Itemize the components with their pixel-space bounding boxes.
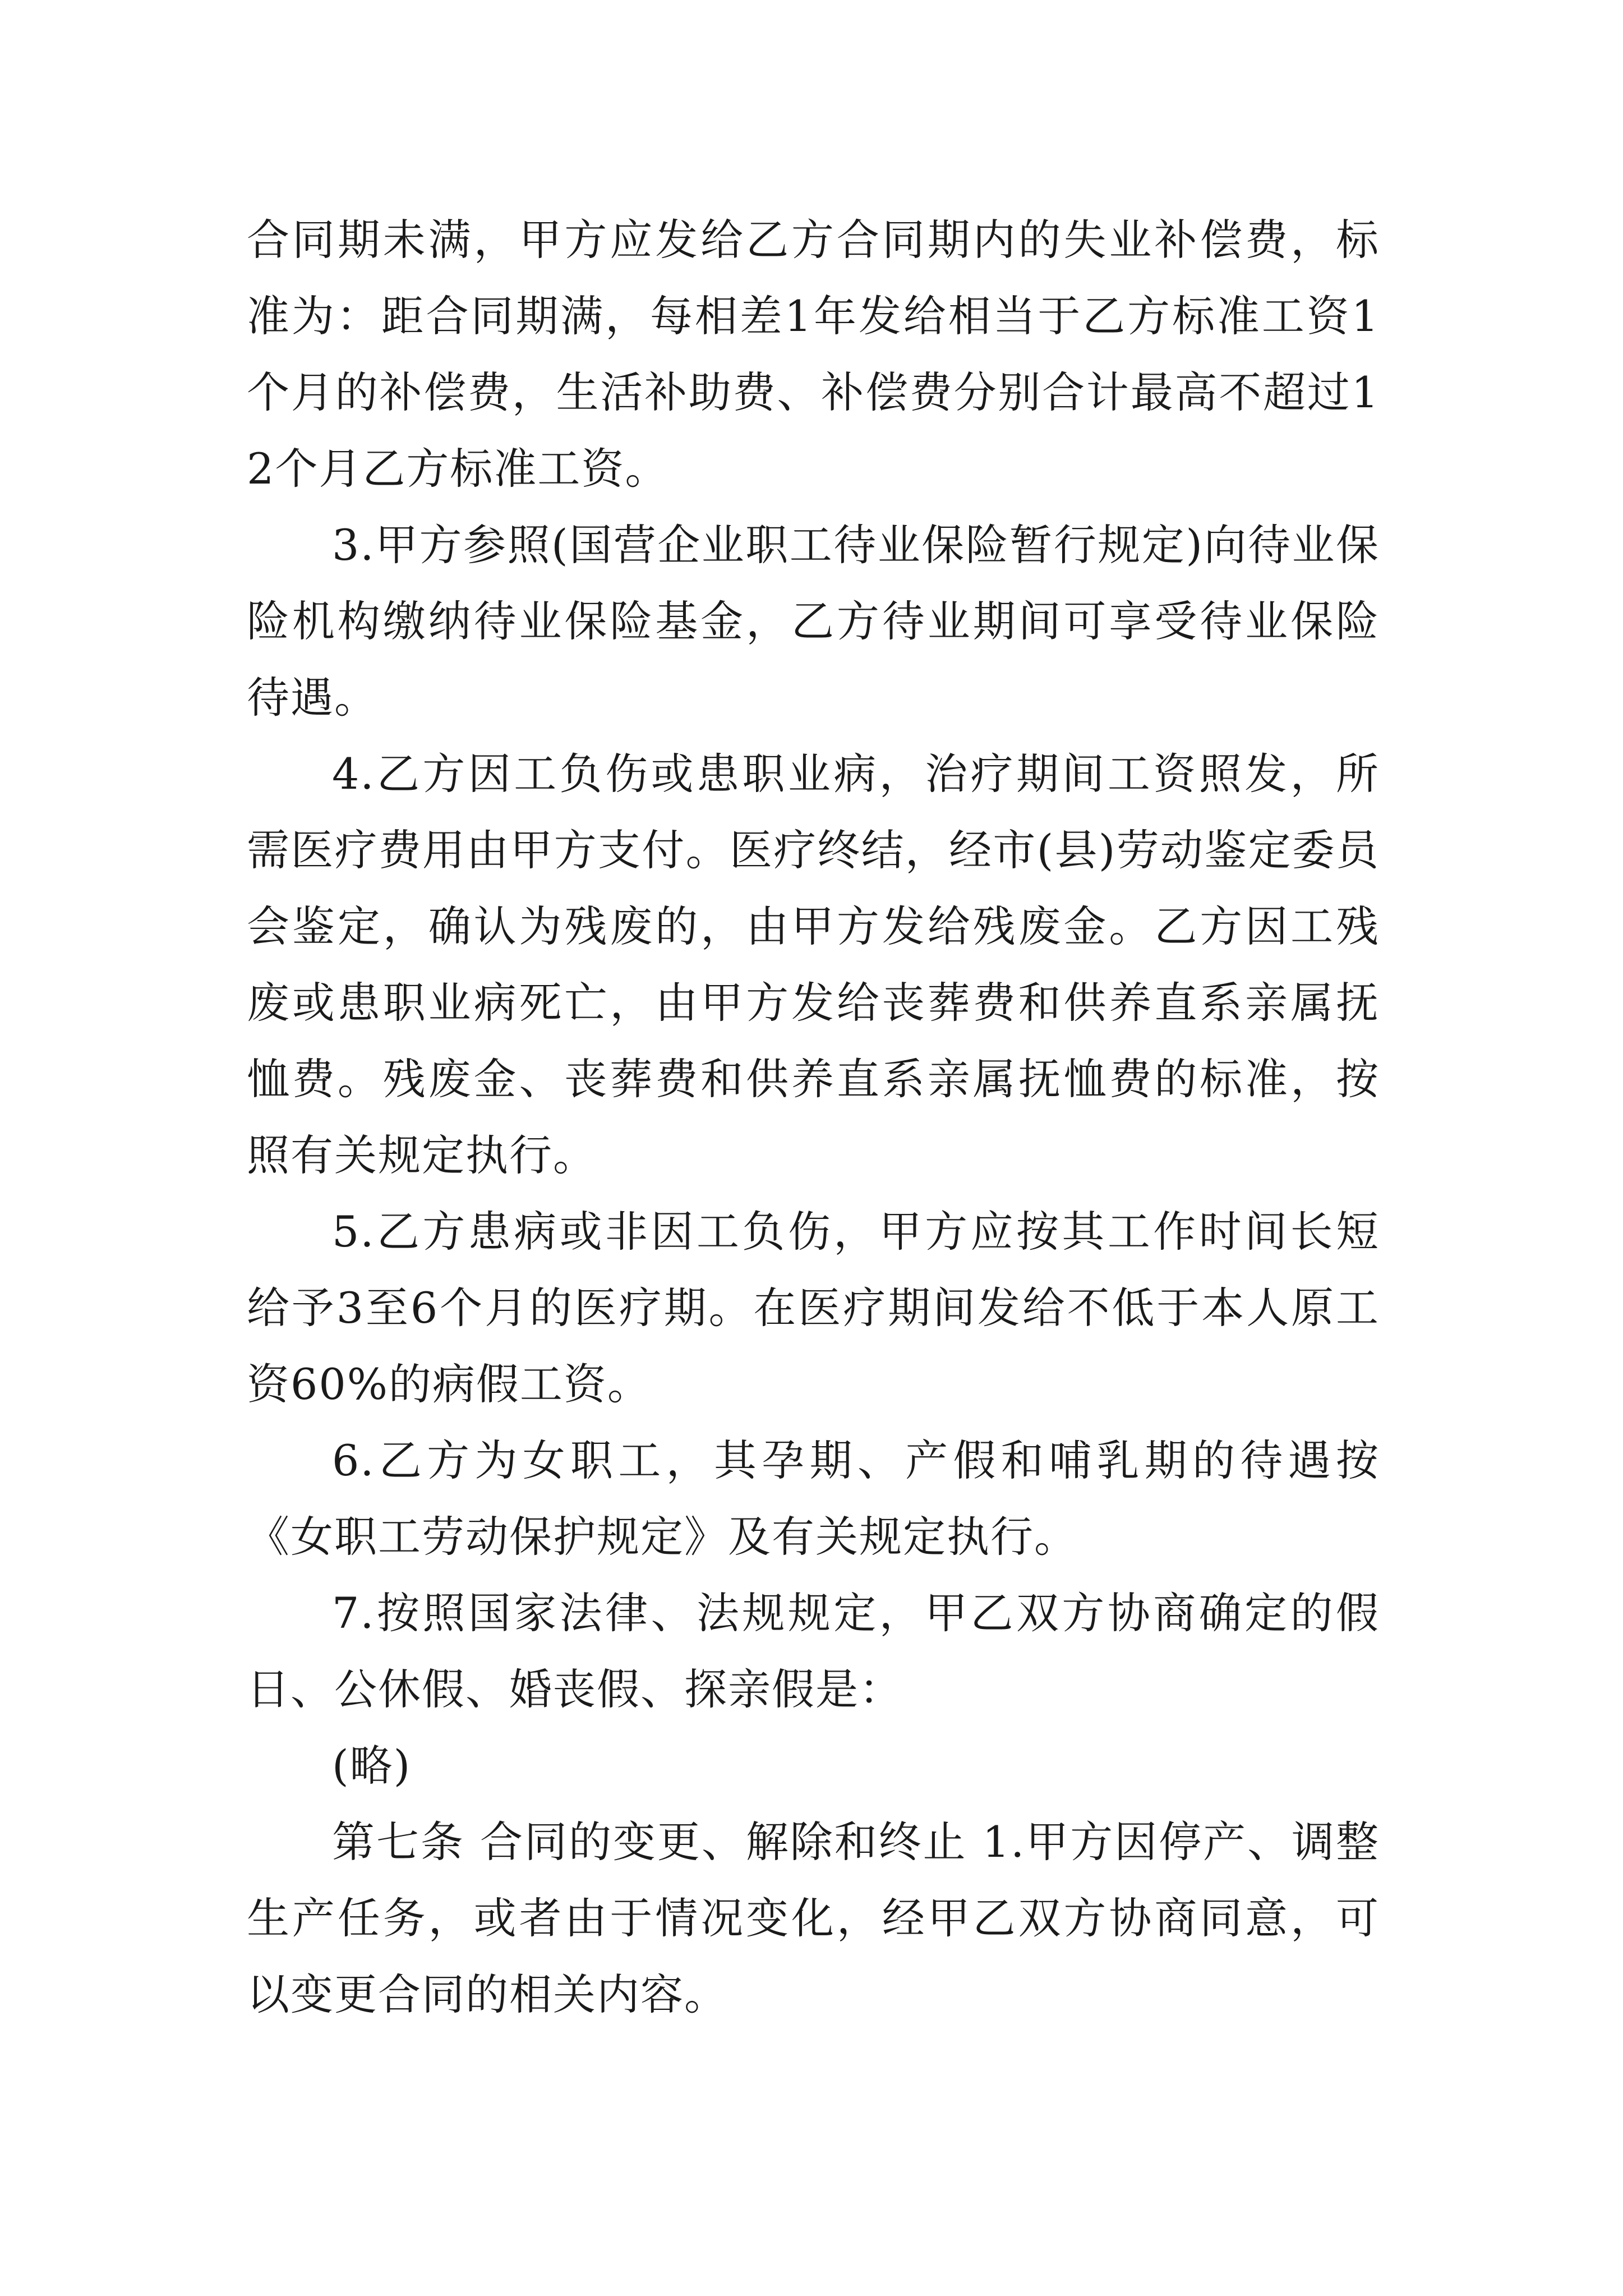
paragraph-item-4-work-injury: 4.乙方因工负伤或患职业病，治疗期间工资照发，所需医疗费用由甲方支付。医疗终结，经市(县)劳动鉴定委员会鉴定，确认为残废的，由甲方发给残废金。乙方因工残废或患职业病死亡，由甲方发给丧葬费和供养直系亲属抚恤费。残废金、丧葬费和供养直系亲属抚恤费的标准，按照有关规定执行。 — [247, 749, 1380, 1180]
paragraph-item-7-holidays: 7.按照国家法律、法规规定，甲乙双方协商确定的假日、公休假、婚丧假、探亲假是： — [247, 1588, 1380, 1714]
paragraph-item-6-female-employee: 6.乙方为女职工，其孕期、产假和哺乳期的待遇按《女职工劳动保护规定》及有关规定执行。 — [247, 1435, 1380, 1562]
paragraph-item-3-unemployment-insurance: 3.甲方参照(国营企业职工待业保险暂行规定)向待业保险机构缴纳待业保险基金，乙方待业期间可享受待业保险待遇。 — [247, 520, 1380, 723]
paragraph-item-5-sick-leave: 5.乙方患病或非因工负伤，甲方应按其工作时间长短给予3至6个月的医疗期。在医疗期间发给不低于本人原工资60%的病假工资。 — [247, 1207, 1380, 1409]
paragraph-article-7-contract-change: 第七条 合同的变更、解除和终止 1.甲方因停产、调整生产任务，或者由于情况变化，经甲乙双方协商同意，可以变更合同的相关内容。 — [247, 1817, 1380, 2019]
document-body — [247, 202, 1380, 2033]
paragraph-unemployment-compensation: 合同期未满，甲方应发给乙方合同期内的失业补偿费，标准为：距合同期满，每相差1年发给相当于乙方标准工资1个月的补偿费，生活补助费、补偿费分别合计最高不超过12个月乙方标准工资。 — [247, 215, 1380, 494]
paragraph-omitted: (略) — [332, 1741, 412, 1791]
